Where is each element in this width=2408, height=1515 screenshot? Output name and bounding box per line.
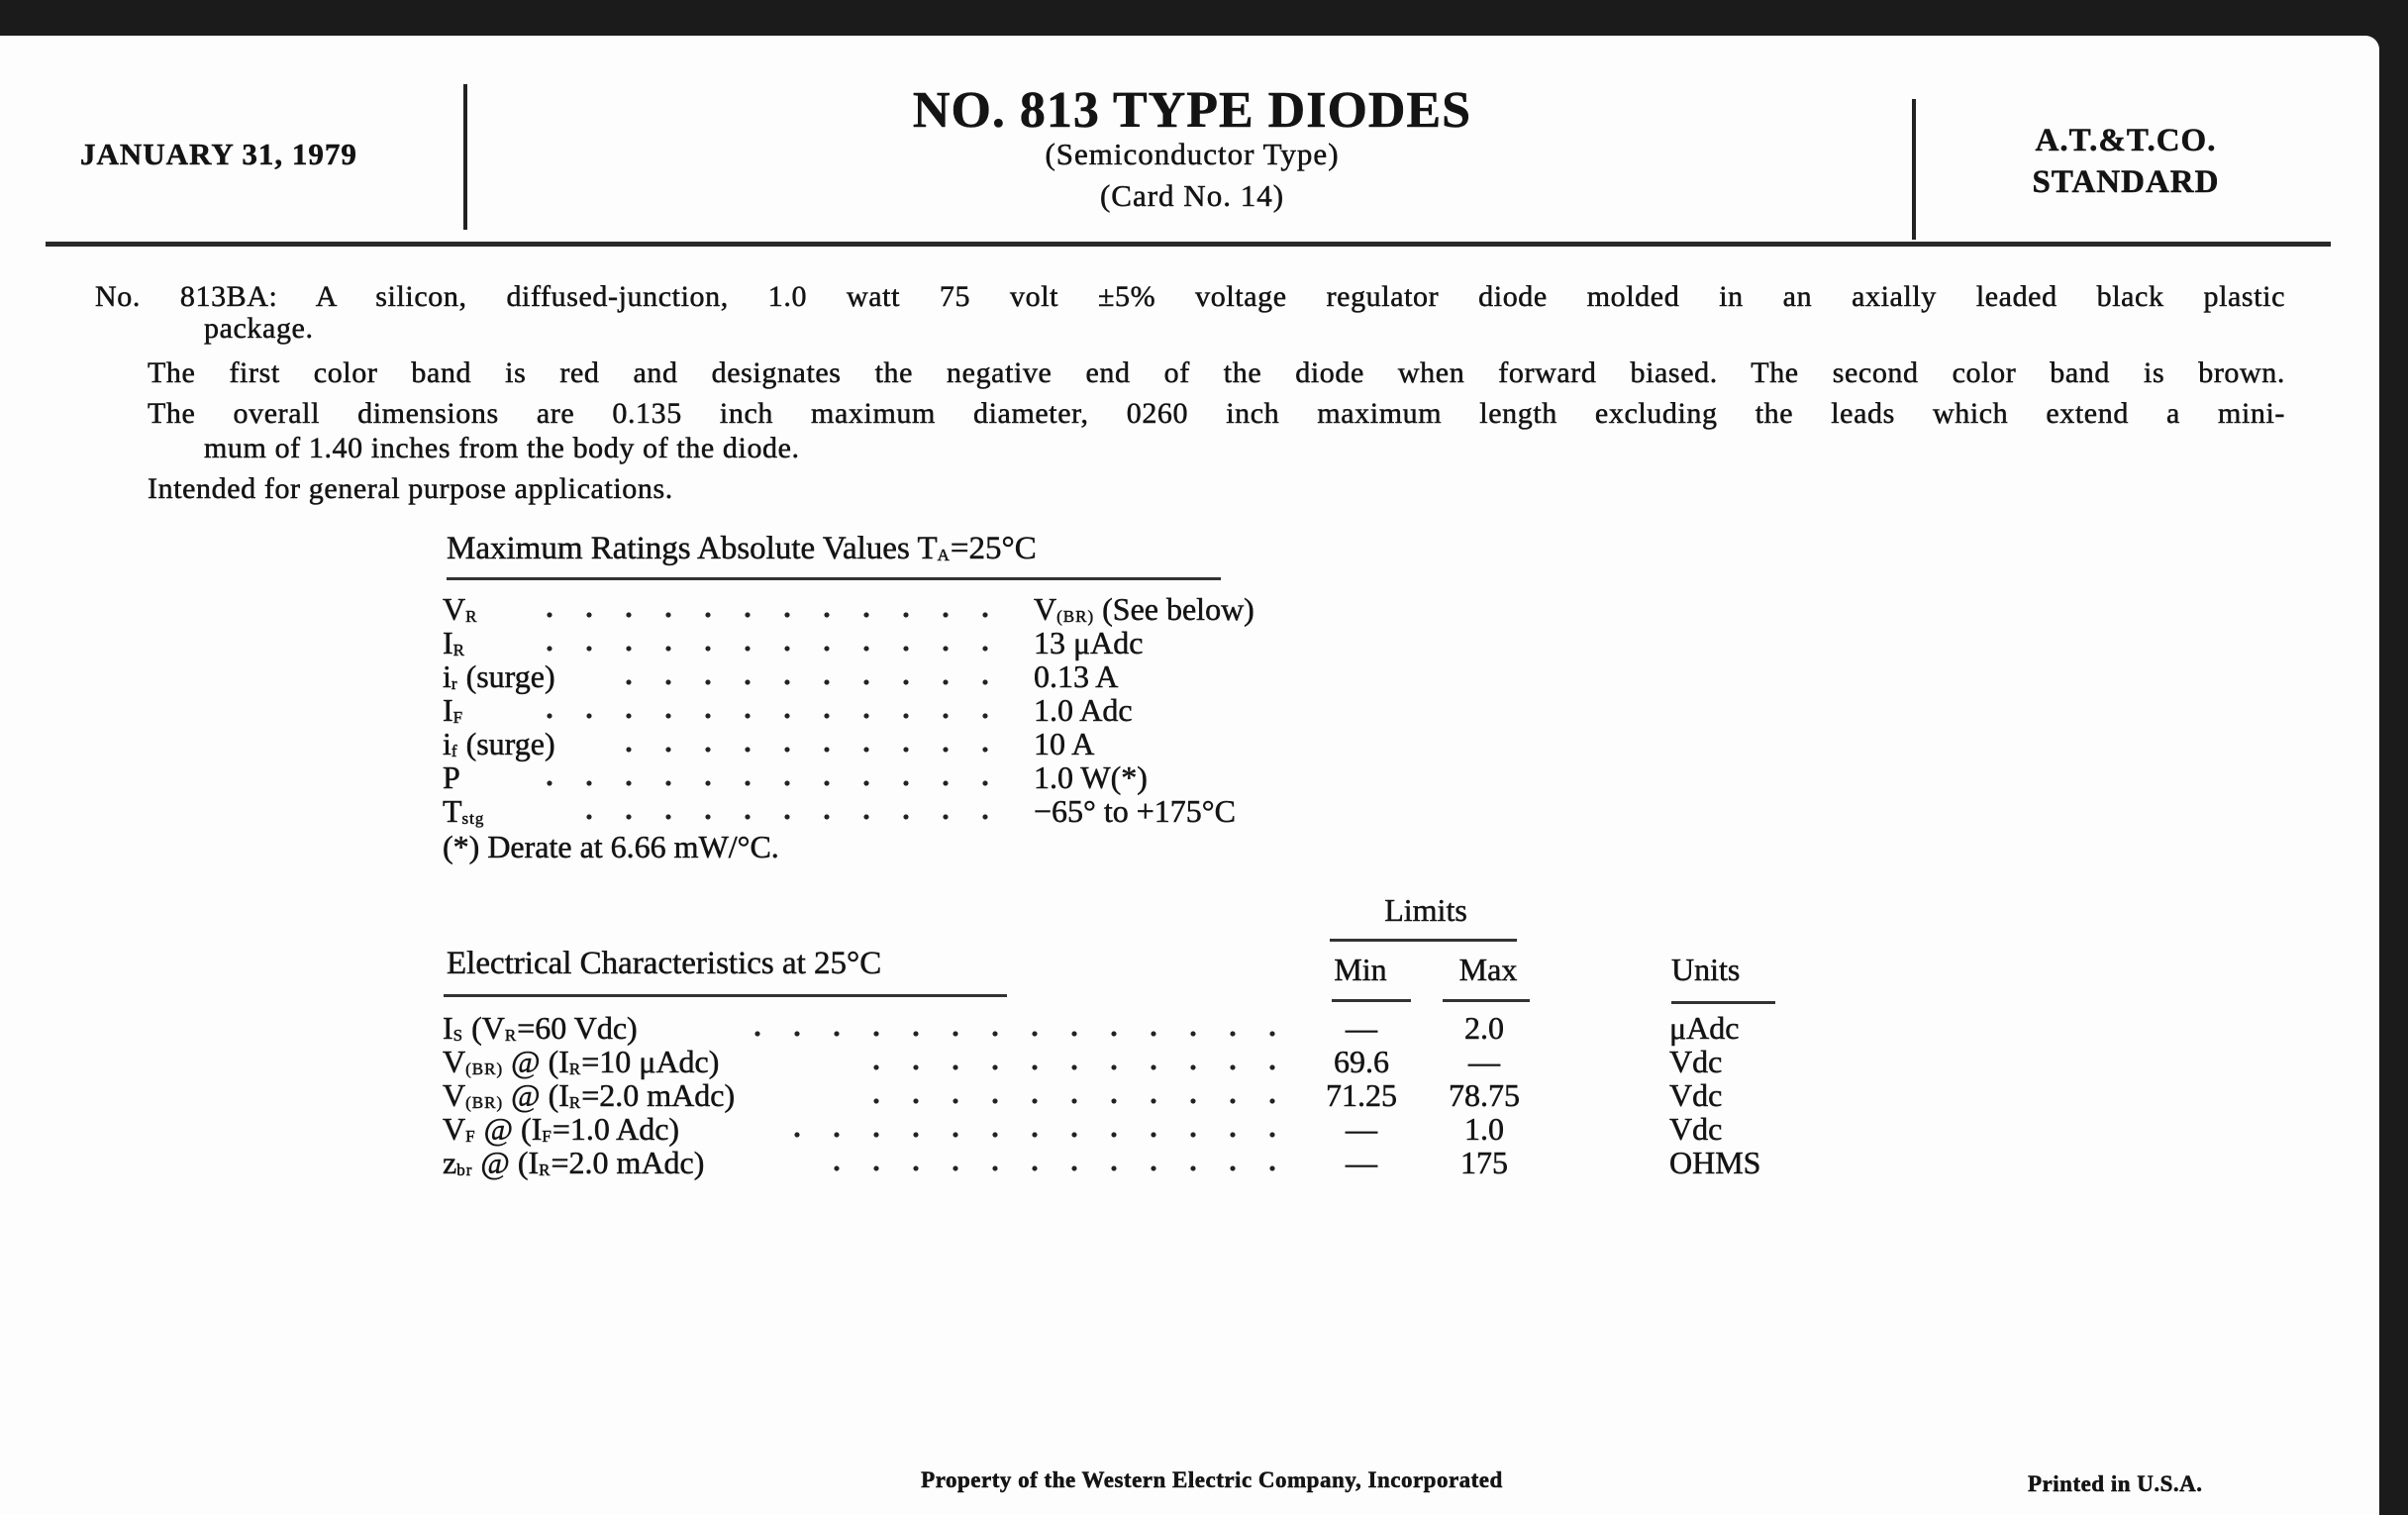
rating-value [1034, 592, 1254, 626]
label-text: @ (I [475, 1111, 543, 1147]
value: 10 A [1034, 726, 1095, 761]
label-text: =2.0 mAdc) [581, 1077, 736, 1113]
rating-value [1034, 693, 1133, 727]
rating-symbol [443, 592, 477, 626]
value: V [1034, 591, 1057, 627]
label-subscript: R [568, 1060, 582, 1078]
rating-value [1034, 659, 1118, 693]
units-value: Vdc [1669, 1077, 1723, 1113]
characteristic-label [443, 1112, 679, 1146]
label-subscript: F [542, 1127, 552, 1146]
characteristic-label [443, 1045, 719, 1078]
value: 0.13 A [1034, 658, 1119, 694]
value: 1.0 Adc [1034, 692, 1133, 728]
dot-leader [614, 747, 1005, 753]
property-notice: Property of the Western Electric Company, Incorporated [921, 1467, 1503, 1492]
units-column-header: Units [1671, 952, 1741, 987]
value: −65° to +175°C [1034, 793, 1236, 829]
characteristic-label [443, 1146, 704, 1179]
value-suffix: (See below) [1094, 591, 1254, 627]
max-value: 2.0 [1464, 1010, 1504, 1046]
label-text: (V [463, 1010, 505, 1046]
description-line: No. 813BA: A silicon, diffused-junction, 1.0 watt 75 volt ±5% voltage regulator diode molded in an axially leaded black plastic [95, 280, 2285, 313]
symbol: i [443, 658, 452, 694]
units-rule [1671, 1001, 1775, 1004]
limits-heading [1337, 893, 1515, 927]
electrical-rule [444, 994, 1007, 997]
min-value: — [1346, 1145, 1377, 1180]
rating-value [1034, 727, 1094, 760]
description-line: The overall dimensions are 0.135 inch maximum diameter, 0260 inch maximum length excluding the leads which extend a mini- [148, 397, 2285, 430]
heading-text-rest: =25°C [950, 531, 1037, 566]
max-rule [1443, 999, 1530, 1002]
label-subscript: (BR) [465, 1093, 504, 1112]
label-text: =1.0 Adc) [552, 1111, 680, 1147]
rating-symbol [443, 659, 555, 693]
label-text: @ (I [503, 1044, 569, 1079]
symbol-subscript: stg [461, 809, 485, 828]
description-line: The first color band is red and designates the negative end of the diode when forward biased. The second color band is brown. [148, 356, 2285, 389]
header-divider-left [463, 84, 467, 230]
rating-symbol [443, 794, 484, 828]
characteristic-label [443, 1011, 638, 1045]
min-value: 69.6 [1334, 1044, 1389, 1079]
symbol: I [443, 692, 453, 728]
label-subscript: R [504, 1026, 518, 1045]
heading-subscript: A [937, 546, 951, 564]
label-text: =10 μAdc) [581, 1044, 720, 1079]
label-text: V [443, 1044, 466, 1079]
label-text: I [443, 1010, 453, 1046]
rating-symbol [443, 626, 465, 659]
max-value: 78.75 [1449, 1077, 1520, 1113]
dot-leader [871, 1098, 1292, 1104]
dot-leader [515, 713, 1005, 719]
label-subscript: S [452, 1026, 464, 1045]
value-subscript: (BR) [1056, 607, 1095, 626]
rating-value [1034, 760, 1148, 794]
dot-leader [782, 1132, 1292, 1138]
rating-value [1034, 626, 1143, 659]
symbol: P [443, 759, 460, 795]
label-subscript: R [539, 1161, 552, 1179]
limits-rule [1330, 939, 1517, 942]
org-standard: STANDARD [2032, 164, 2220, 200]
min-value: — [1346, 1111, 1377, 1147]
header-divider-right [1912, 99, 1916, 240]
symbol: T [443, 793, 462, 829]
dot-leader [733, 1031, 1292, 1037]
max-ratings-heading [447, 532, 1037, 565]
dot-leader [554, 814, 1005, 820]
symbol-subscript: R [465, 607, 478, 626]
symbol-subscript: F [452, 708, 464, 727]
card-number: (Card No. 14) [1099, 178, 1285, 213]
electrical-heading: Electrical Characteristics at 25°C [447, 946, 882, 981]
rating-symbol [443, 693, 463, 727]
units-value: OHMS [1669, 1145, 1761, 1180]
symbol-subscript: r [451, 674, 458, 693]
symbol-suffix: (surge) [457, 658, 555, 694]
dot-leader [515, 612, 1005, 618]
dot-leader [832, 1165, 1292, 1171]
rating-symbol [443, 727, 555, 760]
printed-notice: Printed in U.S.A. [2028, 1471, 2203, 1496]
max-column-header: Max [1458, 952, 1518, 987]
units-value: Vdc [1669, 1044, 1723, 1079]
label-text: @ (I [472, 1145, 540, 1180]
dot-leader [871, 1064, 1292, 1070]
limits-label: Limits [1384, 892, 1467, 928]
max-value: 175 [1460, 1145, 1508, 1180]
symbol-suffix: (surge) [457, 726, 555, 761]
symbol: i [443, 726, 452, 761]
characteristic-label [443, 1078, 735, 1112]
subtitle: (Semiconductor Type) [1045, 137, 1340, 171]
label-text: =60 Vdc) [517, 1010, 638, 1046]
description-line: Intended for general purpose applications. [148, 472, 673, 505]
rating-value [1034, 794, 1236, 828]
page-title: NO. 813 TYPE DIODES [912, 82, 1472, 139]
label-subscript: br [456, 1161, 473, 1179]
dot-leader [515, 780, 1005, 786]
label-text: z [443, 1145, 457, 1180]
description-line: package. [204, 312, 314, 345]
org-name: A.T.&T.CO. [2035, 123, 2217, 158]
max-value: — [1468, 1044, 1500, 1079]
min-value: — [1346, 1010, 1377, 1046]
symbol: V [443, 591, 466, 627]
value: 13 μAdc [1034, 625, 1144, 660]
label-subscript: R [568, 1093, 582, 1112]
value: 1.0 W(*) [1034, 759, 1148, 795]
min-rule [1332, 999, 1411, 1002]
min-column-header: Min [1334, 952, 1387, 987]
symbol: I [443, 625, 453, 660]
label-text: V [443, 1077, 466, 1113]
units-value: μAdc [1669, 1010, 1740, 1046]
units-value: Vdc [1669, 1111, 1723, 1147]
label-subscript: (BR) [465, 1060, 504, 1078]
dot-leader [614, 679, 1005, 685]
spec-card [0, 36, 2379, 1515]
label-text: V [443, 1111, 466, 1147]
header-rule [46, 242, 2331, 247]
label-subscript: F [465, 1127, 476, 1146]
min-value: 71.25 [1326, 1077, 1397, 1113]
label-text: @ (I [503, 1077, 569, 1113]
label-text: =2.0 mAdc) [551, 1145, 705, 1180]
date: JANUARY 31, 1979 [80, 137, 357, 171]
max-ratings-rule [447, 577, 1221, 580]
rating-symbol [443, 760, 460, 794]
symbol-subscript: R [452, 641, 465, 659]
heading-text: Maximum Ratings Absolute Values T [447, 531, 938, 566]
description-line: mum of 1.40 inches from the body of the diode. [204, 432, 800, 464]
dot-leader [515, 646, 1005, 652]
symbol-subscript: f [451, 742, 458, 760]
derate-footnote: (*) Derate at 6.66 mW/°C. [443, 829, 779, 864]
max-value: 1.0 [1464, 1111, 1504, 1147]
